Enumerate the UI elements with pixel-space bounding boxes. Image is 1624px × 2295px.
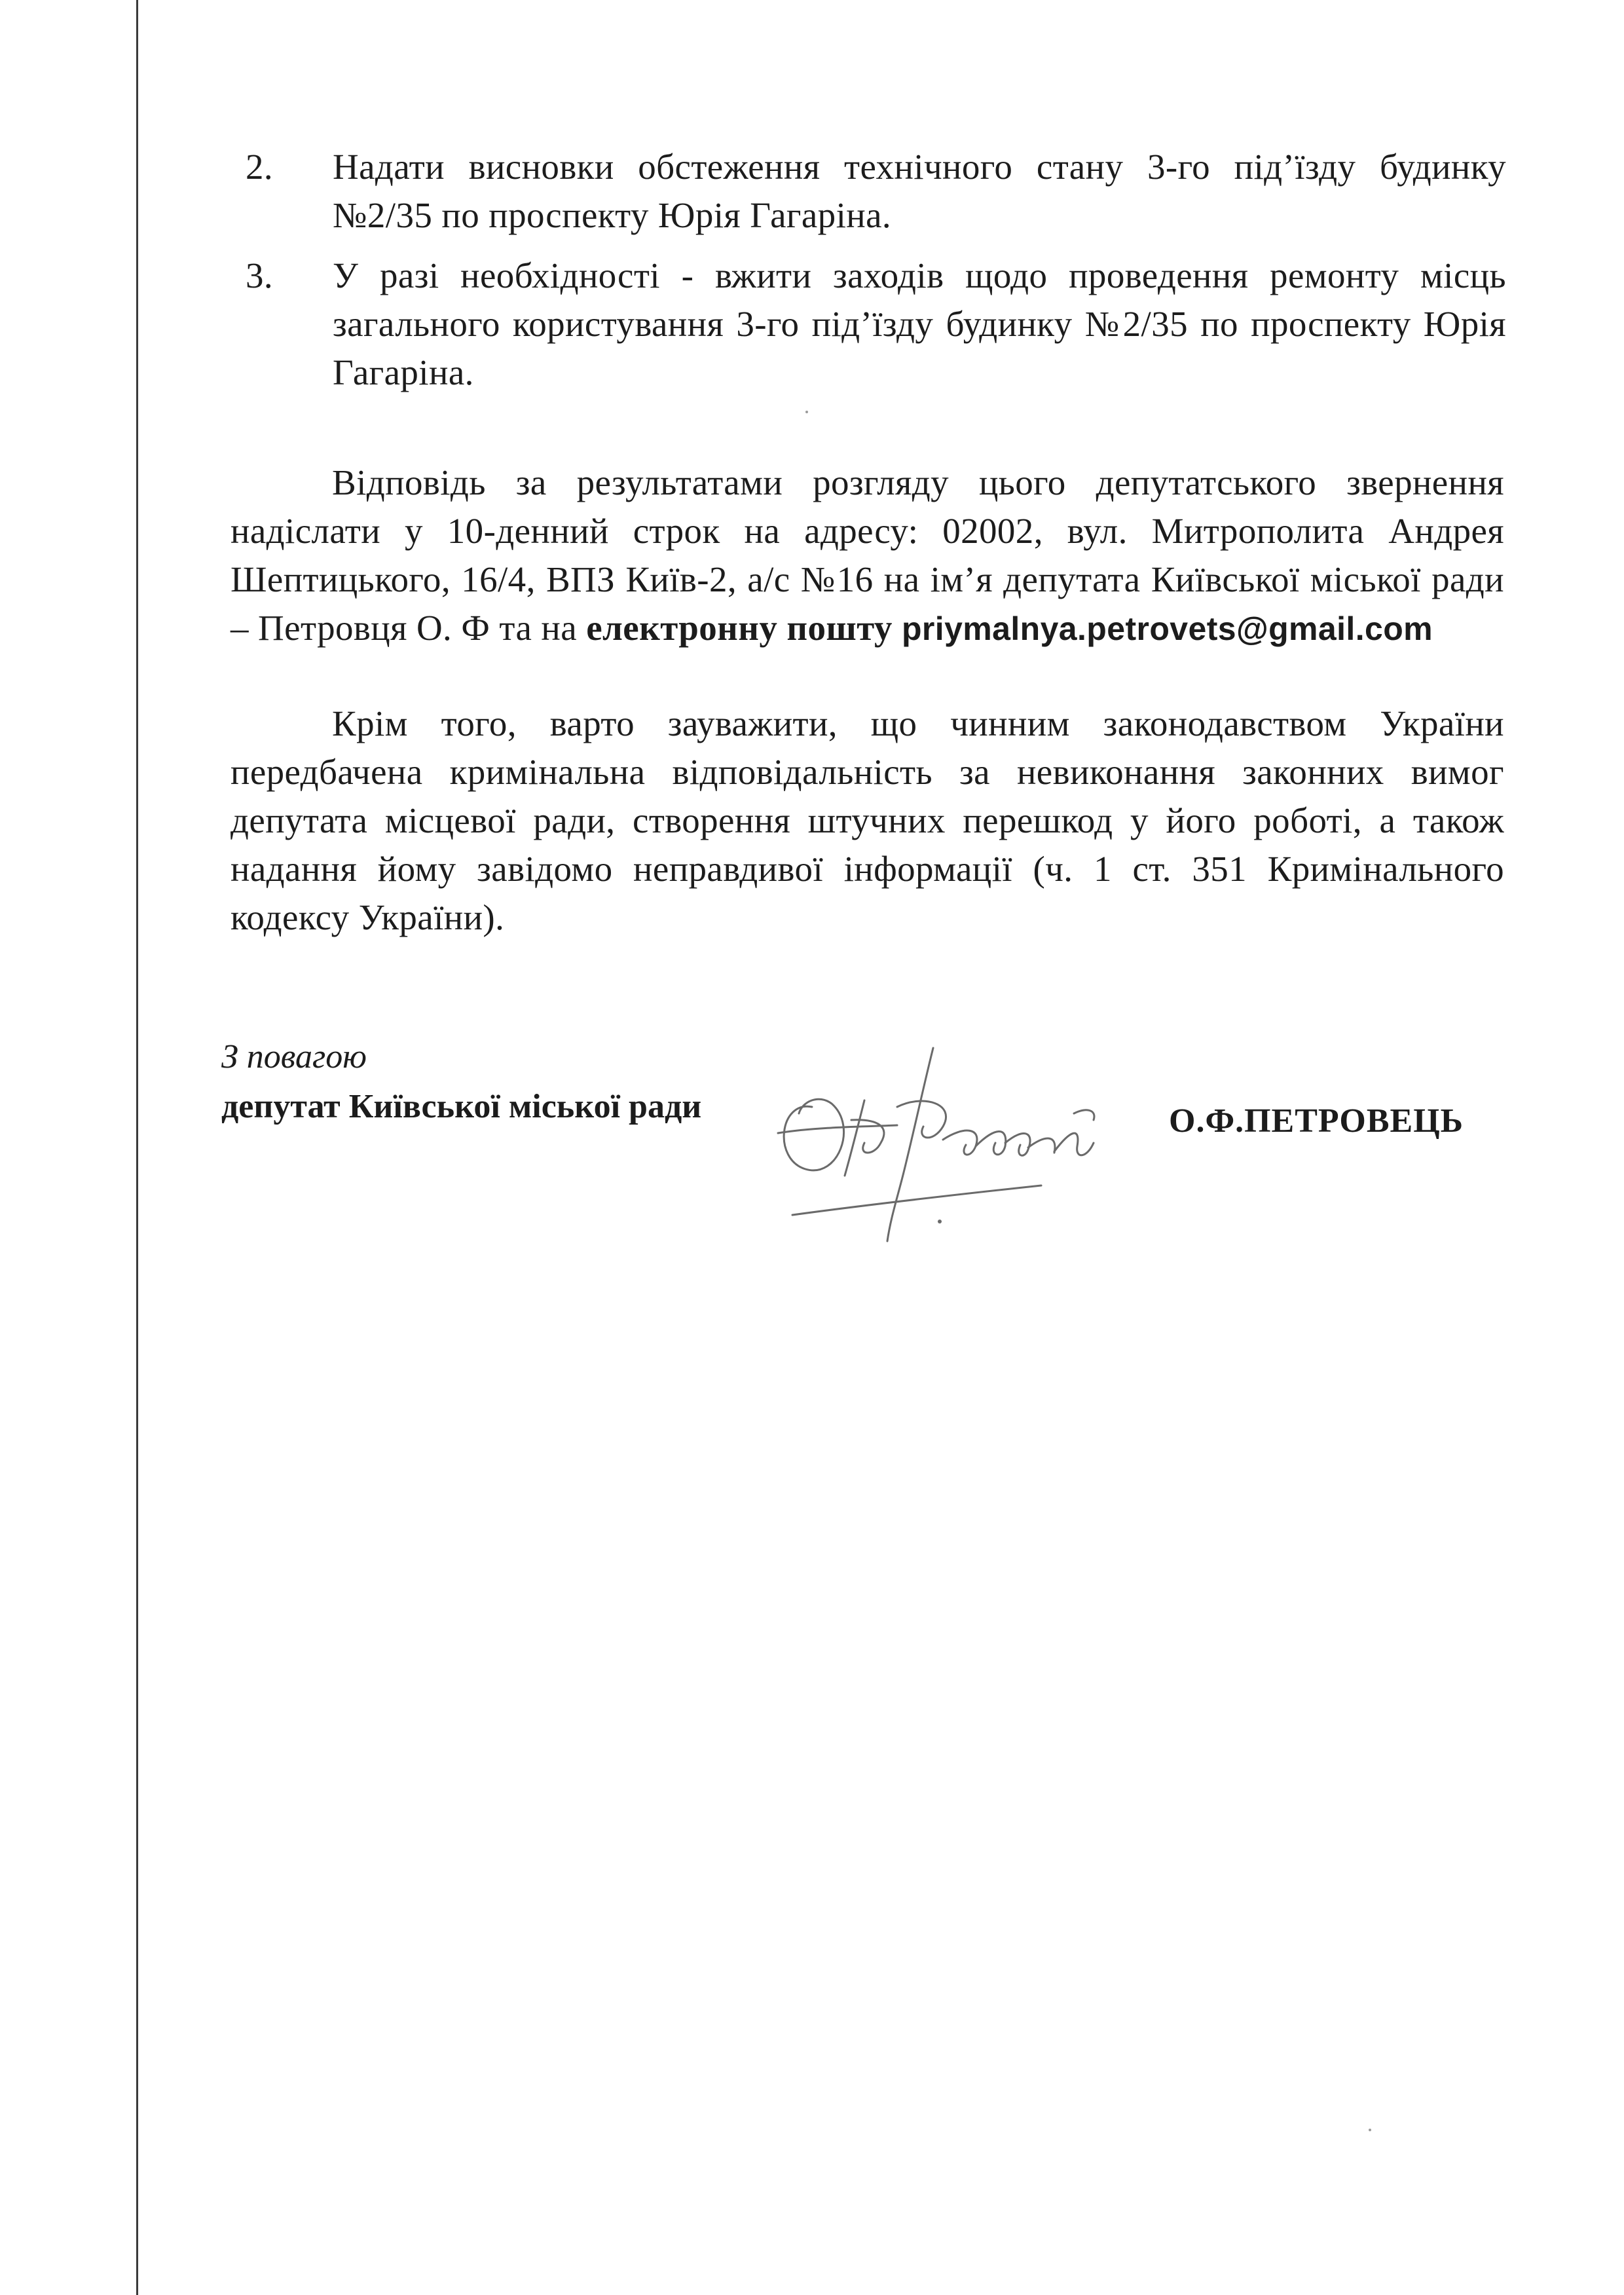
signer-name: О.Ф.ПЕТРОВЕЦЬ — [1169, 1102, 1464, 1140]
response-text: Відповідь за результатами розгляду цього депутатського звернення надіслати у 10-денний строк на адресу: 02002, вул. Митрополита Андрея Шептицького, 16/4, ВПЗ Київ-2, а/с №16 на ім’я депутата Київської міської ради – Петровця О. Ф та на — [231, 462, 1504, 648]
liability-text: Крім того, варто зауважити, що чинним законодавством України передбачена кримінальна відповідальність за невиконання законних вимог депутата місцевої ради, створення штучних перешкод у його роботі, а також надання йому завідомо неправдивої інформації (ч. 1 ст. 351 Кримінального кодексу України). — [231, 703, 1504, 937]
list-item — [246, 252, 1506, 397]
response-bold-text: електронну пошту — [586, 608, 893, 648]
list-item-text: Надати висновки обстеження технічного стану 3-го під’їзду будинку №2/35 по проспекту Юрія Гагаріна. — [333, 147, 1506, 235]
list-item-text: У разі необхідності - вжити заходів щодо проведення ремонту місць загального користування 3-го під’їзду будинку №2/35 по проспекту Юрія Гагаріна. — [333, 255, 1506, 392]
response-paragraph — [231, 458, 1504, 653]
signer-title: депутат Київської міської ради — [221, 1088, 702, 1125]
handwritten-signature — [766, 1028, 1159, 1251]
list-item — [246, 143, 1506, 240]
scan-speck — [805, 411, 808, 413]
liability-paragraph — [231, 700, 1504, 942]
email-address: priymalnya.petrovets@gmail.com — [901, 610, 1433, 647]
closing-greeting: З повагою — [221, 1038, 367, 1075]
list-item-number: 3. — [246, 255, 274, 295]
list-item-number: 2. — [246, 147, 274, 187]
scan-speck — [1369, 2129, 1371, 2131]
